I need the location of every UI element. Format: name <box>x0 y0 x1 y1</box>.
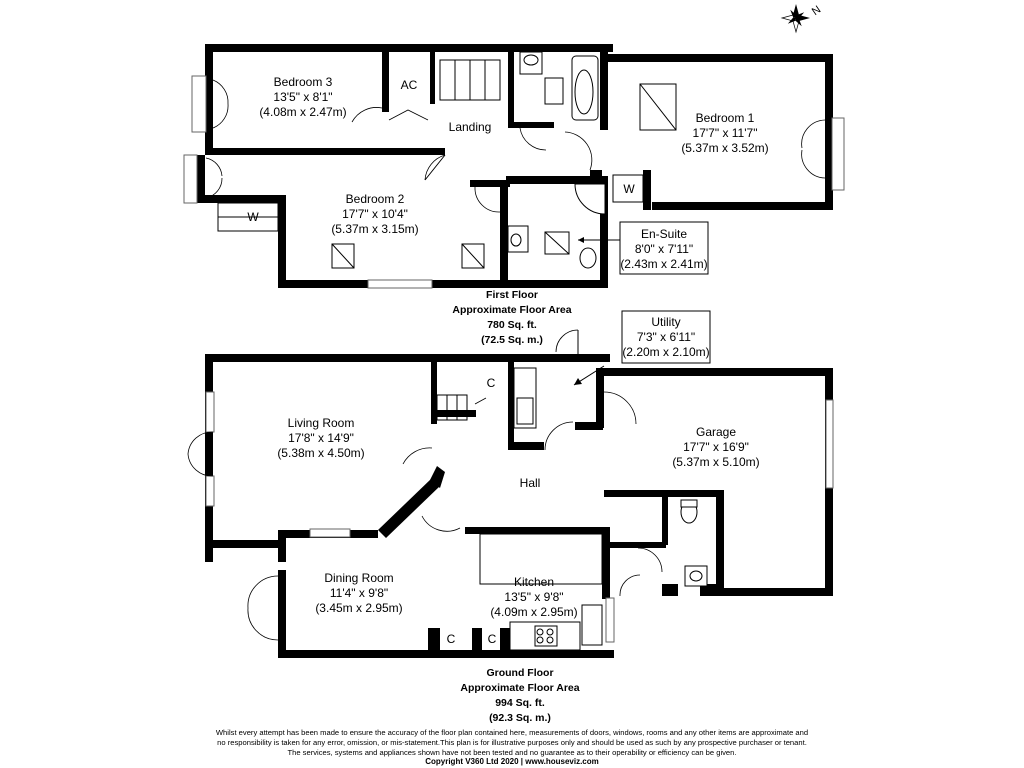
room-metric: (5.37m x 5.10m) <box>672 455 760 469</box>
room-imperial: 17'7" x 10'4" <box>342 207 408 221</box>
room-label-dining <box>315 571 402 615</box>
room-label-ensuite <box>620 227 707 271</box>
room-imperial: 7'3" x 6'11" <box>636 330 696 344</box>
ac-label: AC <box>400 78 418 92</box>
room-metric: (2.20m x 2.10m) <box>622 345 710 359</box>
floor-sqft: 994 Sq. ft. <box>495 697 545 709</box>
floor-title: First Floor <box>486 289 538 301</box>
room-metric: (5.38m x 4.50m) <box>277 446 365 460</box>
wardrobe-label: W <box>623 182 635 196</box>
floor-sqm: (72.5 Sq. m.) <box>481 334 543 346</box>
room-imperial: 13'5" x 9'8" <box>504 590 564 604</box>
floor-area-label: Approximate Floor Area <box>460 682 580 694</box>
room-name: Garage <box>695 425 737 439</box>
room-imperial: 17'8" x 14'9" <box>288 431 354 445</box>
room-metric: (2.43m x 2.41m) <box>620 257 708 271</box>
floor-title: Ground Floor <box>486 667 554 679</box>
landing-label: Landing <box>448 120 492 134</box>
room-label-bedroom1 <box>681 111 768 155</box>
room-name: Dining Room <box>324 571 394 585</box>
room-label-bedroom2 <box>331 192 418 236</box>
cupboard-label: C <box>446 632 456 646</box>
room-name: Kitchen <box>513 575 555 589</box>
room-name: Utility <box>651 315 681 329</box>
room-name: Bedroom 3 <box>273 75 333 89</box>
room-imperial: 8'0" x 7'11" <box>634 242 694 256</box>
room-metric: (4.09m x 2.95m) <box>490 605 578 619</box>
room-imperial: 11'4" x 9'8" <box>329 586 389 600</box>
room-imperial: 17'7" x 16'9" <box>683 440 749 454</box>
copyright: Copyright V360 Ltd 2020 | www.houseviz.com <box>425 757 599 766</box>
cupboard-label: C <box>486 376 496 390</box>
room-label-bedroom3 <box>259 75 346 119</box>
ground-floor-area <box>460 667 579 724</box>
room-metric: (3.45m x 2.95m) <box>315 601 403 615</box>
room-imperial: 13'5" x 8'1" <box>273 90 333 104</box>
hall-label: Hall <box>519 476 541 490</box>
room-metric: (4.08m x 2.47m) <box>259 105 347 119</box>
room-imperial: 17'7" x 11'7" <box>692 126 758 140</box>
room-name: Living Room <box>287 416 355 430</box>
room-name: En-Suite <box>640 227 688 241</box>
floor-sqft: 780 Sq. ft. <box>487 319 537 331</box>
floor-area-label: Approximate Floor Area <box>452 304 572 316</box>
disclaimer-line-1: Whilst every attempt has been made to ensure the accuracy of the floor plan contained here, measurements of doors, windows, rooms and any other items are approximate and <box>215 728 809 737</box>
first-floor-area <box>452 289 571 346</box>
cupboard-label: C <box>487 632 497 646</box>
room-name: Bedroom 1 <box>695 111 755 125</box>
room-metric: (5.37m x 3.15m) <box>331 222 419 236</box>
floor-sqm: (92.3 Sq. m.) <box>489 712 551 724</box>
wardrobe-label: W <box>247 210 259 224</box>
compass-north-label: N <box>809 3 824 19</box>
room-label-kitchen <box>490 575 577 619</box>
compass-icon <box>782 4 810 32</box>
disclaimer-line-3: The services, systems and appliances shown have not been tested and no guarantee as to their operability or efficiency can be given. <box>287 748 737 757</box>
room-label-garage <box>672 425 759 469</box>
disclaimer-line-2: no responsibility is taken for any error, omission, or mis-statement.This plan is for illustrative purposes only and should be used as such by any prospective purchaser or tenant. <box>217 738 807 747</box>
room-metric: (5.37m x 3.52m) <box>681 141 769 155</box>
room-label-utility <box>622 315 709 359</box>
room-label-living <box>277 416 364 460</box>
room-name: Bedroom 2 <box>345 192 405 206</box>
